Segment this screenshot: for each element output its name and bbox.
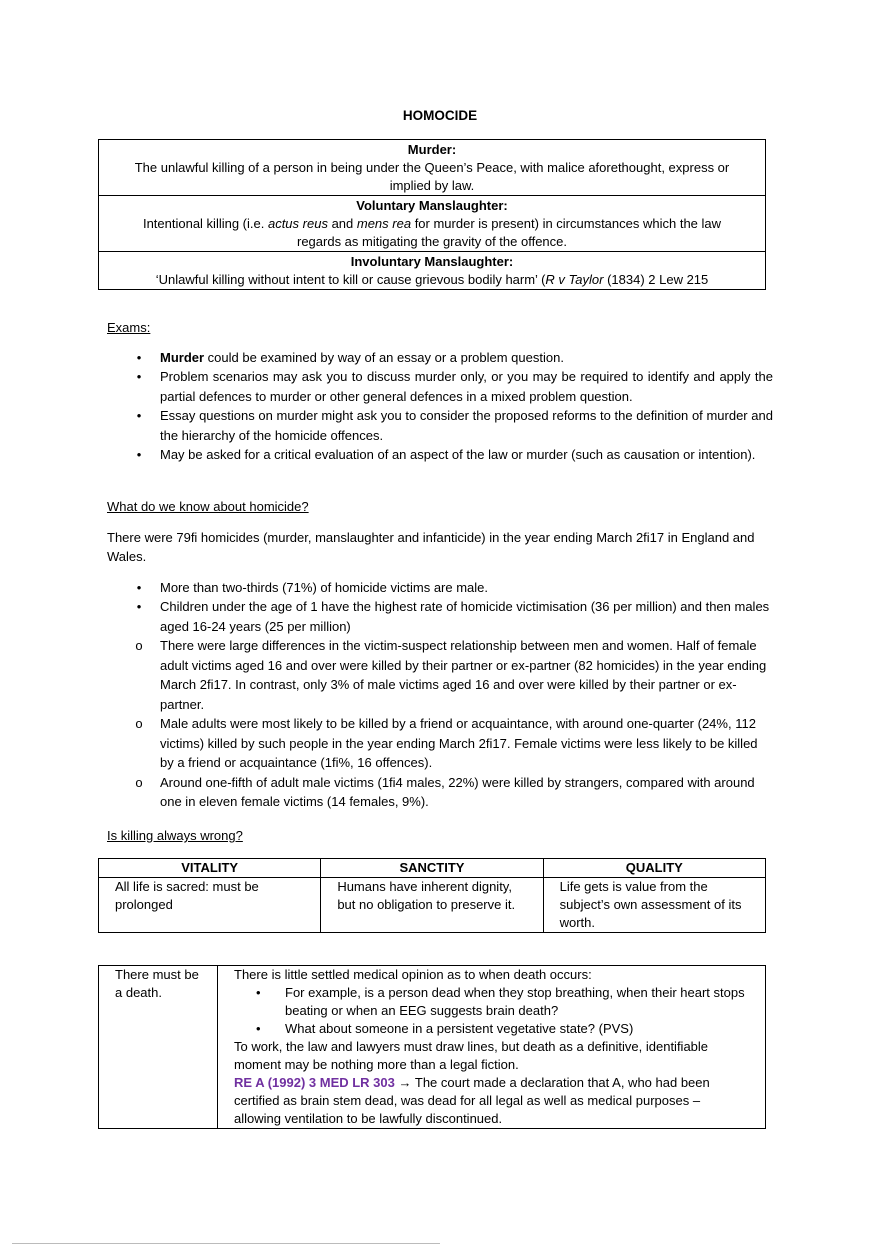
table-cell: All life is sacred: must be prolonged	[99, 878, 321, 933]
case-name: R v Taylor	[545, 272, 604, 287]
circle-marker: o	[135, 716, 143, 731]
death-table	[98, 965, 766, 1129]
definition-text: The unlawful killing of a person in being under the Queen’s Peace, with malice aforethought, express or implied by law.	[134, 160, 730, 193]
definition-text: for murder is present) in circumstances which the law regards as mitigating the gravity of the offence.	[296, 216, 722, 249]
list-item	[107, 445, 773, 465]
death-paragraph: To work, the law and lawyers must draw lines, but death as a definitive, identifiable moment may be nothing more than a legal fiction.	[234, 1039, 709, 1072]
homicide-facts-section	[107, 497, 773, 812]
list-item-text: Around one-fifth of adult male victims (1fi4 males, 22%) were killed by strangers, compared with around one in eleven female victims (14 females, 9%).	[160, 774, 755, 809]
definition-heading: Voluntary Manslaughter:	[356, 198, 508, 213]
table-cell: Humans have inherent dignity, but no obligation to preserve it.	[321, 878, 543, 933]
definition-italic: mens rea	[356, 216, 412, 231]
facts-list	[107, 578, 773, 812]
list-item	[107, 636, 773, 714]
case-citation: RE A (1992) 3 MED LR 303	[234, 1075, 395, 1090]
case-paragraph	[234, 1074, 749, 1128]
case-text: The court made a declaration that A, who had been certified as brain stem dead, was dead for all legal as well as medical purposes – allowing ventilation to be lawfully discontinued.	[234, 1075, 710, 1126]
list-item-text: What about someone in a persistent vegetative state? (PVS)	[285, 1021, 634, 1036]
footer-divider	[12, 1243, 440, 1244]
list-item	[107, 406, 773, 445]
definition-text: and	[327, 216, 357, 231]
death-label-cell	[99, 966, 218, 1129]
bullet-marker: •	[136, 579, 142, 595]
bullet-marker: •	[136, 369, 142, 384]
list-item	[234, 1020, 749, 1038]
circle-marker: o	[135, 638, 143, 653]
list-item-text: There were large differences in the victim-suspect relationship between men and women. Half of female adult victims aged 16 and over were killed by their partner or ex-partner (82 homicides) in the year ending March 2fi17. In contrast, only 3% of male victims aged 16 and over were killed by their partner or ex-partner.	[160, 638, 767, 712]
list-item	[107, 578, 773, 598]
list-item	[107, 714, 773, 773]
death-intro: There is little settled medical opinion as to when death occurs:	[234, 967, 592, 982]
list-item-text: Essay questions on murder might ask you to consider the proposed reforms to the definition of murder and the hierarchy of the homicide offences.	[160, 408, 773, 443]
list-item-text: could be examined by way of an essay or a problem question.	[204, 349, 564, 365]
list-item	[107, 367, 773, 406]
facts-heading: What do we know about homicide?	[107, 499, 309, 514]
circle-marker: o	[135, 774, 143, 790]
definition-text: (1834) 2 Lew 215	[603, 272, 709, 287]
table-cell: Life gets is value from the subject’s own assessment of its worth.	[543, 878, 765, 933]
definition-row	[99, 140, 766, 196]
list-item	[107, 597, 773, 636]
bold-term: Murder	[160, 349, 205, 365]
list-item	[234, 984, 749, 1020]
page-title: HOMOCIDE	[402, 108, 478, 123]
column-header: SANCTITY	[321, 859, 543, 878]
bullet-marker: •	[136, 599, 142, 614]
list-item-text: Problem scenarios may ask you to discuss murder only, or you may be required to identify and apply the partial defences to murder or other general defences in a mixed problem question.	[160, 369, 773, 404]
list-item-text: Male adults were most likely to be killed by a friend or acquaintance, with around one-quarter (24%, 112 victims) killed by such people in the year ending March 2fi17. Female victims were less likely to be killed by a friend or acquaintance (1fi%, 16 offences).	[160, 716, 758, 770]
list-item-text: May be asked for a critical evaluation of an aspect of the law or murder (such as causation or intention).	[160, 447, 756, 462]
definition-text: ‘Unlawful killing without intent to kill or cause grievous bodily harm’ (	[155, 272, 546, 287]
definition-heading: Involuntary Manslaughter:	[350, 254, 514, 269]
column-header: VITALITY	[99, 859, 321, 878]
list-item-text: For example, is a person dead when they stop breathing, when their heart stops beating or when an EEG suggests brain death?	[285, 985, 745, 1018]
list-item	[107, 348, 773, 368]
definition-italic: actus reus	[267, 216, 328, 231]
definition-heading: Murder:	[407, 142, 457, 157]
views-table	[98, 858, 766, 933]
arrow-icon: →	[398, 1075, 412, 1090]
bullet-marker: •	[136, 349, 142, 365]
views-row	[99, 878, 766, 933]
section-heading: Is killing always wrong?	[107, 828, 243, 843]
death-row	[99, 966, 766, 1129]
list-item-text: Children under the age of 1 have the highest rate of homicide victimisation (36 per million) and then males aged 16-24 years (25 per million)	[160, 599, 770, 634]
exams-heading: Exams:	[107, 320, 151, 335]
definition-row	[99, 252, 766, 290]
exams-list	[107, 348, 773, 465]
bullet-marker: •	[136, 447, 142, 462]
list-item-text: More than two-thirds (71%) of homicide victims are male.	[160, 579, 489, 595]
exams-section	[107, 318, 773, 465]
facts-intro: There were 79fi homicides (murder, manslaughter and infanticide) in the year ending March 2fi17 in England and Wales.	[107, 529, 755, 564]
views-header-row	[99, 859, 766, 878]
bullet-marker: •	[256, 985, 261, 1000]
definition-row	[99, 196, 766, 252]
definition-text: Intentional killing (i.e.	[142, 216, 268, 231]
death-content-cell	[218, 966, 766, 1129]
definitions-table	[98, 139, 766, 290]
death-label: There must be a death.	[115, 967, 199, 1000]
wrong-heading	[107, 826, 773, 846]
column-header: QUALITY	[543, 859, 765, 878]
list-item	[107, 773, 773, 812]
bullet-marker: •	[256, 1021, 261, 1036]
bullet-marker: •	[136, 408, 142, 423]
death-list	[234, 984, 749, 1038]
